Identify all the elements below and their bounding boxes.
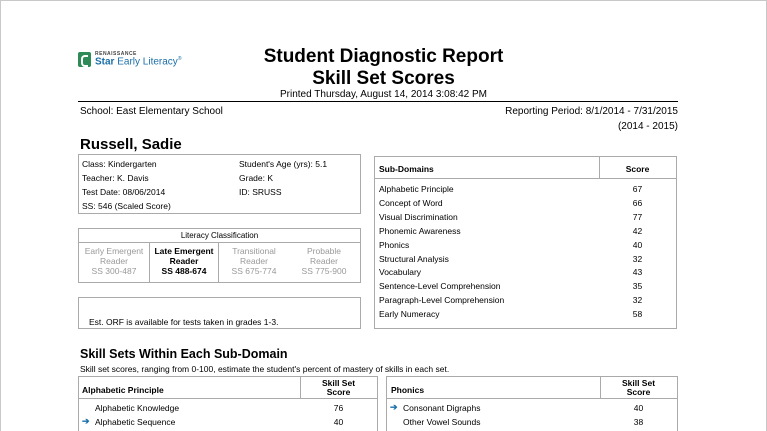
subdomain-table: [374, 156, 677, 329]
lit-cell-line2: Reader: [100, 256, 128, 266]
subdomain-header-score: Score: [625, 164, 650, 174]
report-title: Student Diagnostic Report: [263, 46, 504, 67]
school-year: (2014 - 2015): [617, 121, 678, 132]
logo-registered: ®: [177, 56, 182, 62]
skill-table-phonics: [386, 376, 678, 431]
skill-sets-subtitle: Skill set scores, ranging from 0-100, estimate the student's percent of mastery of skills in each set.: [80, 364, 450, 374]
skill-row-label: Consonant Digraphs: [403, 403, 481, 413]
skill-row-label: Alphabetic Knowledge: [95, 403, 180, 413]
skill-row-score: 38: [633, 417, 644, 427]
skill-set-score-header-line1: Skill Set: [321, 378, 356, 388]
subdomain-table-header: [375, 157, 676, 179]
lit-cell-range: SS 675-774: [231, 266, 277, 276]
printed-timestamp: Printed Thursday, August 14, 2014 3:08:42 PM: [280, 89, 487, 100]
lit-probable: [289, 243, 359, 282]
skill-set-score-header: [600, 379, 677, 397]
skill-table-name: Phonics: [391, 385, 425, 395]
lit-cell-line1: Probable: [306, 246, 342, 256]
student-info-box: [78, 154, 361, 214]
header-divider: [78, 101, 678, 102]
lit-cell-line2: Reader: [310, 256, 338, 266]
skill-row-label: Other Vowel Sounds: [403, 417, 481, 427]
info-class: Class: Kindergarten: [82, 159, 157, 169]
subdomain-row-score: 35: [632, 281, 643, 291]
subdomain-row-score: 40: [632, 240, 643, 250]
student-name: Russell, Sadie: [80, 136, 182, 153]
school-name: School: East Elementary School: [80, 106, 223, 117]
lit-cell-range: SS 488-674: [161, 266, 207, 276]
info-teacher: Teacher: K. Davis: [82, 173, 149, 183]
skill-row-label: Alphabetic Sequence: [95, 417, 176, 427]
skill-row-score: 76: [333, 403, 344, 413]
subdomain-row-score: 77: [632, 212, 643, 222]
lit-cell-line1: Late Emergent: [154, 246, 214, 256]
lit-late-emergent: [149, 243, 219, 282]
lit-cell-line2: Reader: [169, 256, 199, 266]
skill-table-header: [387, 377, 677, 399]
lit-cell-range: SS 775-900: [301, 266, 347, 276]
info-scaled-score: SS: 546 (Scaled Score): [82, 201, 171, 211]
subdomain-row-score: 67: [632, 184, 643, 194]
skill-sets-title: Skill Sets Within Each Sub-Domain: [80, 347, 288, 361]
skill-set-score-header: [300, 379, 377, 397]
skill-table-alphabetic-principle: [78, 376, 378, 431]
lit-cell-range: SS 300-487: [91, 266, 137, 276]
subdomain-row-label: Structural Analysis: [379, 254, 449, 264]
lit-cell-line1: Early Emergent: [84, 246, 144, 256]
skill-set-score-header-line2: Score: [626, 387, 651, 397]
literacy-classification-title: Literacy Classification: [79, 229, 360, 243]
info-id: ID: SRUSS: [239, 187, 282, 197]
reporting-period: Reporting Period: 8/1/2014 - 7/31/2015: [505, 106, 678, 117]
lit-cell-line1: Transitional: [232, 246, 276, 256]
skill-row-score: 40: [333, 417, 344, 427]
logo-star: Star: [95, 56, 115, 68]
lit-transitional: [219, 243, 289, 282]
report-subtitle: Skill Set Scores: [312, 68, 455, 89]
subdomain-row-label: Phonics: [379, 240, 410, 250]
logo-company: RENAISSANCE: [95, 51, 137, 57]
arrow-right-icon: ➔: [82, 416, 90, 426]
info-grade: Grade: K: [239, 173, 274, 183]
subdomain-row-score: 58: [632, 309, 643, 319]
orf-box: [78, 297, 361, 329]
subdomain-row-label: Vocabulary: [379, 267, 422, 277]
subdomain-row-score: 32: [632, 254, 643, 264]
skill-table-name: Alphabetic Principle: [82, 385, 164, 395]
subdomain-row-label: Visual Discrimination: [379, 212, 458, 222]
logo-product-name: Early Literacy: [117, 56, 178, 68]
subdomain-row-score: 42: [632, 226, 643, 236]
skill-table-header: [79, 377, 377, 399]
subdomain-row-score: 43: [632, 267, 643, 277]
subdomain-row-label: Alphabetic Principle: [379, 184, 454, 194]
subdomain-row-label: Early Numeracy: [379, 309, 440, 319]
arrow-right-icon: ➔: [390, 402, 398, 412]
subdomain-row-label: Sentence-Level Comprehension: [379, 281, 501, 291]
subdomain-row-label: Phonemic Awareness: [379, 226, 461, 236]
skill-row-score: 40: [633, 403, 644, 413]
info-test-date: Test Date: 08/06/2014: [82, 187, 166, 197]
skill-set-score-header-line2: Score: [326, 387, 351, 397]
orf-note: Est. ORF is available for tests taken in grades 1-3.: [89, 317, 279, 327]
lit-early-emergent: [79, 243, 149, 282]
subdomain-row-label: Concept of Word: [379, 198, 443, 208]
lit-cell-line2: Reader: [240, 256, 268, 266]
subdomain-row-score: 32: [632, 295, 643, 305]
subdomain-row-score: 66: [632, 198, 643, 208]
subdomain-header-label: Sub-Domains: [379, 164, 434, 174]
info-age: Student's Age (yrs): 5.1: [239, 159, 328, 169]
subdomain-row-label: Paragraph-Level Comprehension: [379, 295, 505, 305]
skill-set-score-header-line1: Skill Set: [621, 378, 656, 388]
literacy-classification-box: [78, 228, 361, 283]
